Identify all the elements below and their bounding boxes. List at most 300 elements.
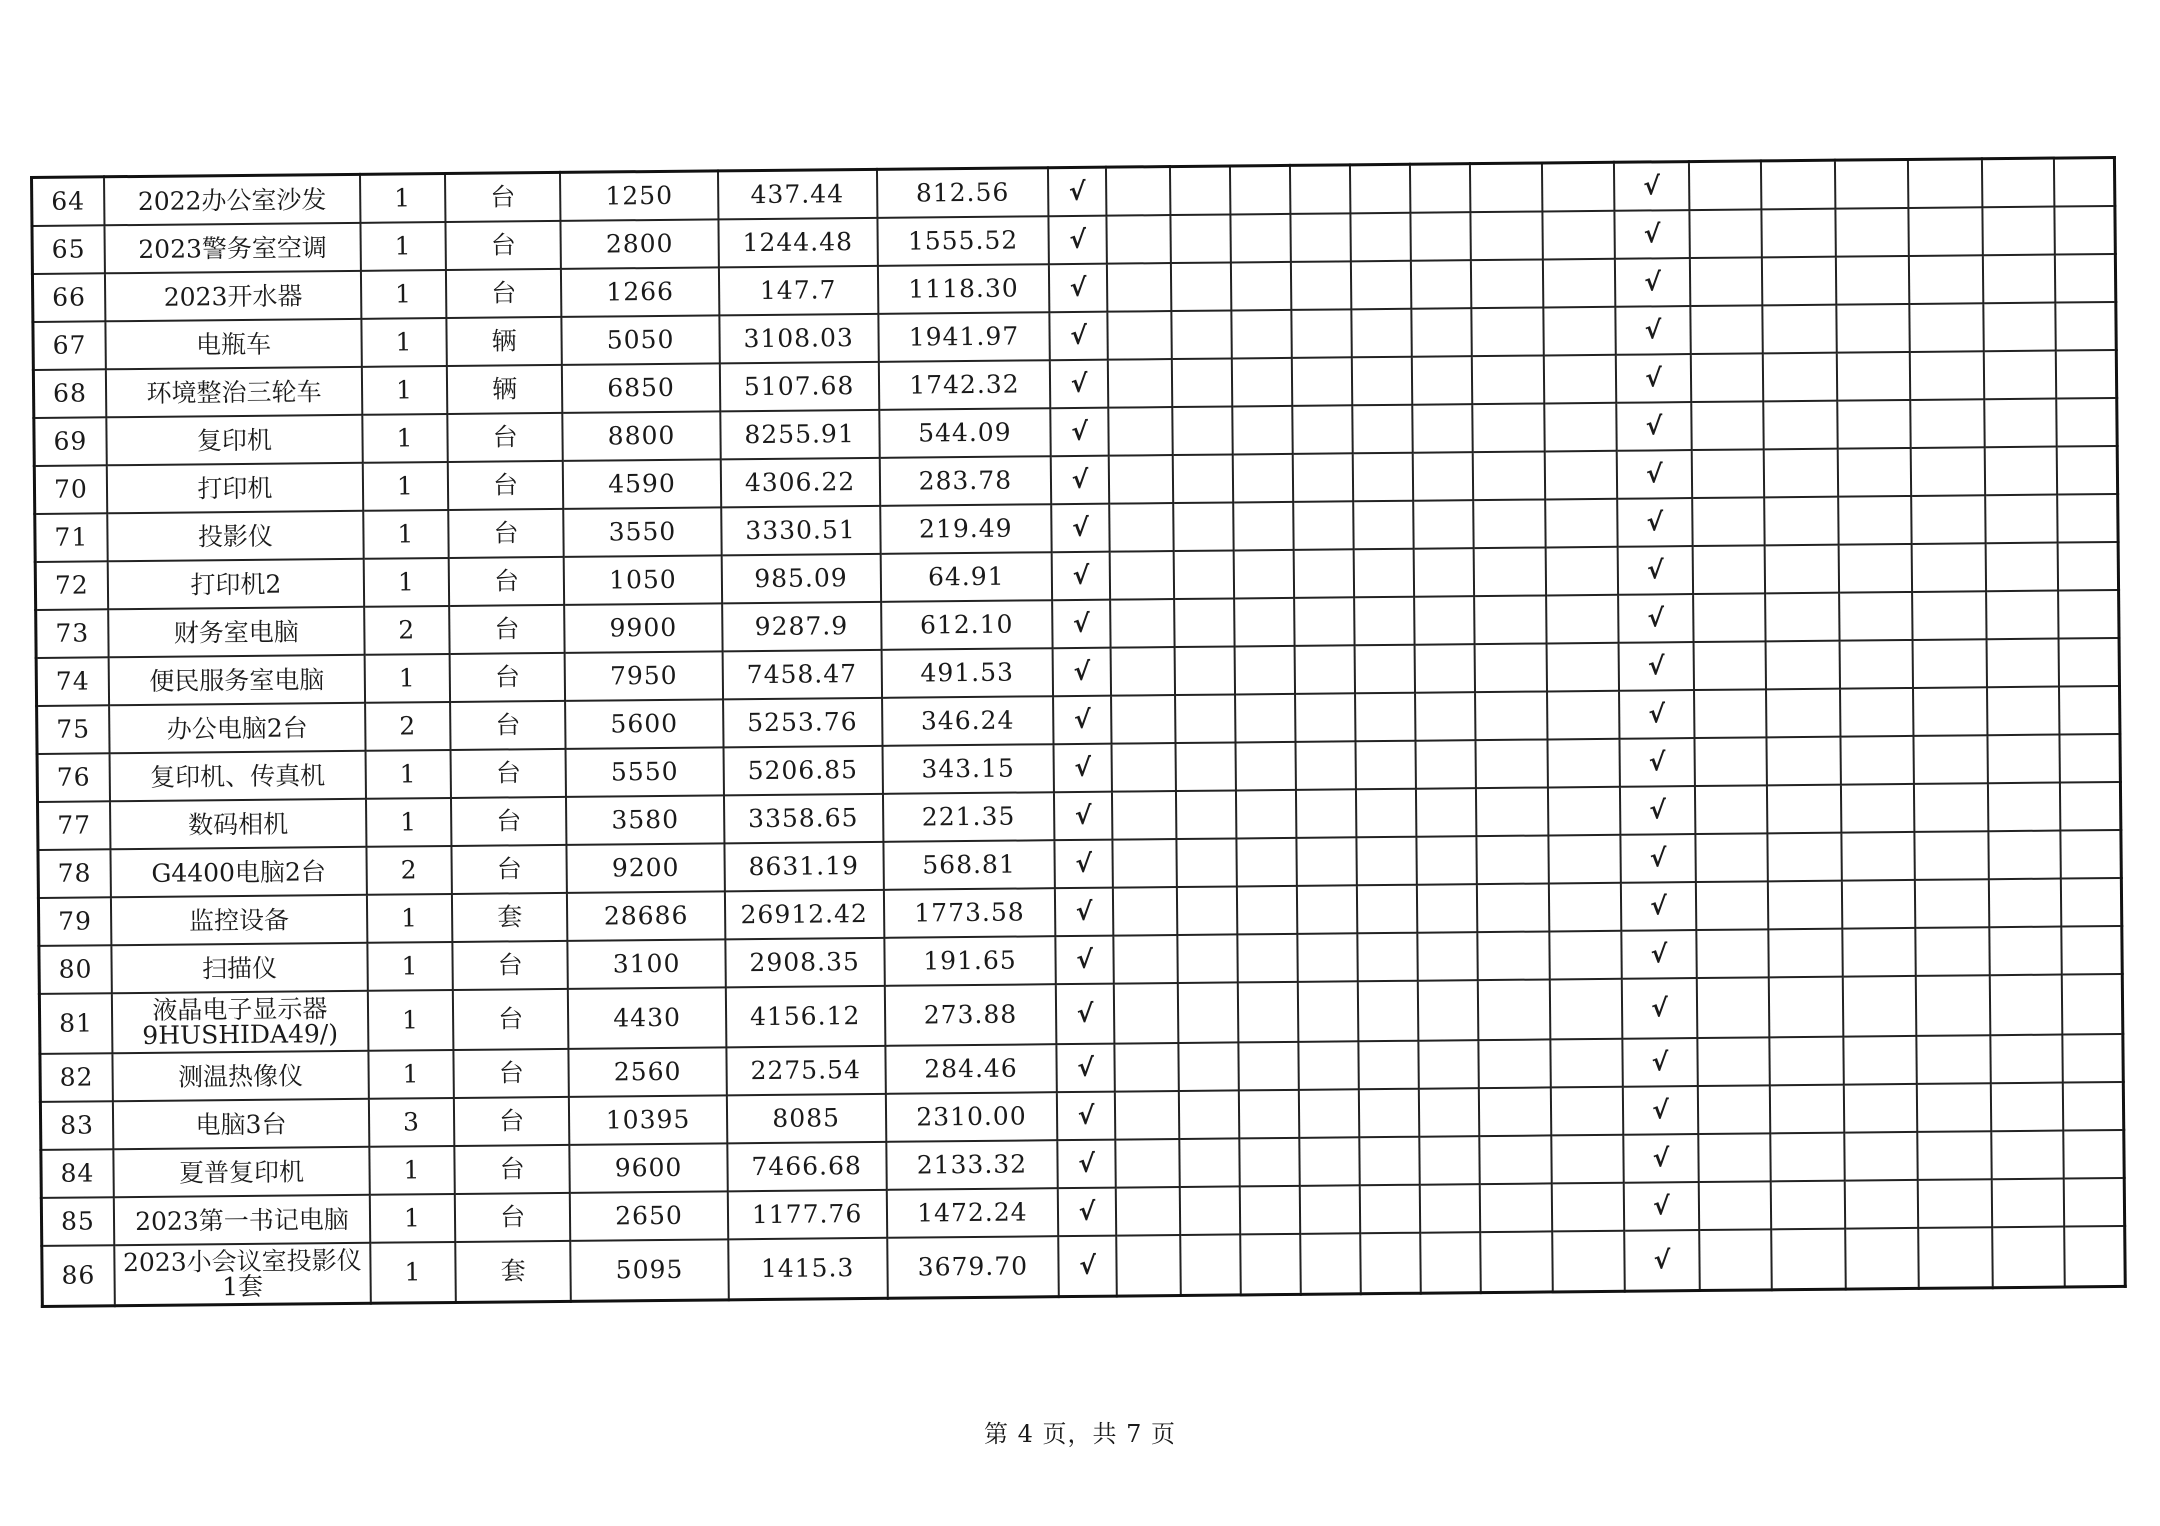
- check-mark-cell: √: [1624, 1134, 1699, 1183]
- blank-cell: [1230, 165, 1290, 214]
- blank-cell: [1414, 596, 1474, 645]
- depreciation-cell: 5107.68: [719, 362, 879, 412]
- blank-cell: [1236, 790, 1296, 839]
- blank-cell: [1294, 597, 1354, 646]
- blank-cell: [1232, 358, 1292, 407]
- asset-name-cell: 便民服务室电脑: [108, 655, 365, 705]
- net-value-cell: 346.24: [882, 696, 1054, 746]
- original-value-cell: 2560: [569, 1047, 727, 1097]
- blank-cell: [1291, 261, 1351, 310]
- check-mark-cell: √: [1617, 402, 1692, 451]
- quantity-cell: 1: [367, 894, 452, 943]
- blank-cell: [1768, 881, 1843, 930]
- check-mark-cell: √: [1050, 312, 1108, 361]
- blank-cell: [1471, 307, 1544, 356]
- blank-cell: [1175, 646, 1235, 695]
- blank-cell: [1113, 935, 1178, 984]
- blank-cell: [1176, 838, 1236, 887]
- row-number-cell: 82: [40, 1053, 113, 1102]
- blank-cell: [1240, 1234, 1300, 1295]
- blank-cell: [1418, 980, 1478, 1041]
- unit-cell: 台: [454, 1145, 570, 1194]
- original-value-cell: 9600: [570, 1143, 728, 1193]
- row-number-cell: 79: [38, 897, 111, 946]
- net-value-cell: 1742.32: [878, 360, 1050, 410]
- blank-cell: [2060, 782, 2121, 831]
- blank-cell: [1180, 1234, 1240, 1295]
- check-mark-cell: √: [1048, 167, 1106, 216]
- blank-cell: [1477, 883, 1550, 932]
- blank-cell: [1769, 1037, 1844, 1086]
- check-mark-cell: √: [1617, 498, 1692, 547]
- depreciation-cell: 9287.9: [722, 602, 882, 652]
- quantity-cell: 2: [367, 846, 452, 895]
- blank-cell: [1472, 403, 1545, 452]
- blank-cell: [1294, 549, 1354, 598]
- blank-cell: [1691, 401, 1764, 450]
- blank-cell: [1909, 255, 1984, 304]
- quantity-cell: 2: [365, 702, 450, 751]
- blank-cell: [1115, 1091, 1180, 1140]
- blank-cell: [1762, 305, 1837, 354]
- blank-cell: [1918, 1227, 1993, 1288]
- depreciation-cell: 1177.76: [727, 1190, 887, 1240]
- asset-name-cell: 电脑3台: [113, 1099, 370, 1149]
- unit-cell: 辆: [447, 365, 563, 414]
- blank-cell: [1417, 932, 1477, 981]
- blank-cell: [1291, 309, 1351, 358]
- blank-cell: [1913, 687, 1988, 736]
- check-mark-cell: √: [1618, 594, 1693, 643]
- net-value-cell: 219.49: [880, 504, 1052, 554]
- blank-cell: [1292, 405, 1352, 454]
- blank-cell: [1915, 879, 1990, 928]
- blank-cell: [1109, 455, 1174, 504]
- check-mark-cell: √: [1617, 450, 1692, 499]
- blank-cell: [1297, 885, 1357, 934]
- row-number-cell: 69: [34, 417, 107, 466]
- check-mark-cell: √: [1053, 696, 1111, 745]
- blank-cell: [1909, 351, 1984, 400]
- blank-cell: [1173, 454, 1233, 503]
- check-mark-cell: √: [1619, 642, 1694, 691]
- blank-cell: [1415, 692, 1475, 741]
- blank-cell: [1910, 399, 1985, 448]
- blank-cell: [1477, 931, 1550, 980]
- blank-cell: [1110, 599, 1175, 648]
- unit-cell: 套: [452, 893, 568, 942]
- asset-name-cell: 打印机: [107, 463, 364, 513]
- check-mark-cell: √: [1057, 1092, 1115, 1141]
- blank-cell: [1913, 735, 1988, 784]
- quantity-cell: 1: [369, 1146, 454, 1195]
- blank-cell: [1360, 1233, 1420, 1294]
- unit-cell: 辆: [446, 317, 562, 366]
- blank-cell: [1989, 879, 2062, 928]
- blank-cell: [1989, 927, 2062, 976]
- row-number-cell: 75: [37, 705, 110, 754]
- net-value-cell: 273.88: [884, 984, 1056, 1046]
- blank-cell: [1544, 355, 1617, 404]
- blank-cell: [2065, 1226, 2126, 1287]
- quantity-cell: 1: [361, 222, 446, 271]
- blank-cell: [1911, 495, 1986, 544]
- blank-cell: [1356, 837, 1416, 886]
- blank-cell: [2056, 302, 2117, 351]
- asset-name-cell: 办公电脑2台: [109, 703, 366, 753]
- blank-cell: [1172, 358, 1232, 407]
- blank-cell: [1176, 790, 1236, 839]
- quantity-cell: 1: [368, 990, 453, 1051]
- unit-cell: 台: [448, 557, 564, 606]
- blank-cell: [1696, 977, 1769, 1038]
- check-mark-cell: √: [1052, 552, 1110, 601]
- depreciation-cell: 4156.12: [725, 986, 885, 1048]
- depreciation-cell: 5206.85: [723, 746, 883, 796]
- original-value-cell: 5600: [566, 699, 724, 749]
- blank-cell: [2057, 446, 2118, 495]
- unit-cell: 台: [446, 269, 562, 318]
- blank-cell: [1353, 453, 1413, 502]
- blank-cell: [2064, 1130, 2125, 1179]
- blank-cell: [1839, 496, 1912, 545]
- check-mark-cell: √: [1623, 1038, 1698, 1087]
- blank-cell: [1766, 737, 1841, 786]
- blank-cell: [1177, 886, 1237, 935]
- check-mark-cell: √: [1621, 882, 1696, 931]
- blank-cell: [1112, 791, 1177, 840]
- blank-cell: [1232, 406, 1292, 455]
- blank-cell: [1298, 1041, 1358, 1090]
- blank-cell: [1836, 208, 1909, 257]
- original-value-cell: 28686: [567, 891, 725, 941]
- blank-cell: [1106, 215, 1171, 264]
- blank-cell: [1106, 167, 1171, 216]
- blank-cell: [1479, 1183, 1552, 1232]
- blank-cell: [2054, 157, 2115, 206]
- quantity-cell: 1: [362, 366, 447, 415]
- check-mark-cell: √: [1053, 648, 1111, 697]
- blank-cell: [1359, 1089, 1419, 1138]
- original-value-cell: 1250: [560, 171, 718, 221]
- blank-cell: [1417, 884, 1477, 933]
- row-number-cell: 86: [42, 1245, 115, 1306]
- depreciation-cell: 7466.68: [727, 1142, 887, 1192]
- blank-cell: [1840, 688, 1913, 737]
- blank-cell: [1298, 981, 1358, 1042]
- blank-cell: [1478, 1039, 1551, 1088]
- blank-cell: [1112, 839, 1177, 888]
- depreciation-cell: 8255.91: [720, 410, 880, 460]
- row-number-cell: 76: [37, 753, 110, 802]
- blank-cell: [1107, 263, 1172, 312]
- blank-cell: [1479, 1135, 1552, 1184]
- asset-name-cell: 打印机2: [108, 559, 365, 609]
- blank-cell: [1988, 735, 2061, 784]
- blank-cell: [1837, 352, 1910, 401]
- blank-cell: [1767, 785, 1842, 834]
- blank-cell: [1170, 166, 1230, 215]
- blank-cell: [2058, 590, 2119, 639]
- check-mark-cell: √: [1616, 306, 1691, 355]
- row-number-cell: 73: [36, 609, 109, 658]
- blank-cell: [1178, 1042, 1238, 1091]
- quantity-cell: 1: [364, 558, 449, 607]
- blank-cell: [1412, 452, 1472, 501]
- blank-cell: [1551, 1087, 1624, 1136]
- asset-name-cell: 监控设备: [111, 895, 368, 945]
- blank-cell: [1300, 1185, 1360, 1234]
- blank-cell: [1982, 158, 2055, 207]
- blank-cell: [1548, 787, 1621, 836]
- check-mark-cell: √: [1616, 354, 1691, 403]
- row-number-cell: 66: [32, 273, 105, 322]
- original-value-cell: 10395: [569, 1095, 727, 1145]
- asset-name-cell: 2023第一书记电脑: [114, 1195, 371, 1245]
- blank-cell: [1696, 929, 1769, 978]
- check-mark-cell: √: [1050, 360, 1108, 409]
- blank-cell: [1411, 308, 1471, 357]
- row-number-cell: 80: [39, 945, 112, 994]
- blank-cell: [1236, 838, 1296, 887]
- blank-cell: [1237, 886, 1297, 935]
- net-value-cell: 191.65: [884, 936, 1056, 986]
- blank-cell: [1179, 1138, 1239, 1187]
- original-value-cell: 9200: [567, 843, 725, 893]
- check-mark-cell: √: [1049, 264, 1107, 313]
- blank-cell: [1416, 836, 1476, 885]
- depreciation-cell: 1415.3: [728, 1238, 888, 1300]
- net-value-cell: 1555.52: [877, 216, 1049, 266]
- blank-cell: [1410, 164, 1470, 213]
- quantity-cell: 1: [360, 174, 445, 223]
- check-mark-cell: √: [1619, 690, 1694, 739]
- quantity-cell: 1: [361, 270, 446, 319]
- unit-cell: 台: [445, 221, 561, 270]
- depreciation-cell: 8631.19: [724, 842, 884, 892]
- row-number-cell: 81: [39, 993, 112, 1054]
- blank-cell: [1770, 1085, 1845, 1134]
- blank-cell: [1234, 598, 1294, 647]
- blank-cell: [1293, 501, 1353, 550]
- depreciation-cell: 5253.76: [723, 698, 883, 748]
- blank-cell: [1180, 1186, 1240, 1235]
- blank-cell: [2059, 686, 2120, 735]
- quantity-cell: 2: [364, 606, 449, 655]
- check-mark-cell: √: [1057, 1140, 1115, 1189]
- blank-cell: [1550, 979, 1623, 1040]
- asset-table: [30, 156, 2127, 1308]
- blank-cell: [1838, 448, 1911, 497]
- blank-cell: [1693, 641, 1766, 690]
- blank-cell: [1550, 1039, 1623, 1088]
- blank-cell: [1841, 736, 1914, 785]
- asset-name-cell: 电瓶车: [105, 319, 362, 369]
- check-mark-cell: √: [1615, 210, 1690, 259]
- blank-cell: [1690, 353, 1763, 402]
- quantity-cell: 1: [370, 1242, 455, 1303]
- blank-cell: [1695, 785, 1768, 834]
- blank-cell: [1699, 1229, 1772, 1290]
- blank-cell: [1116, 1235, 1181, 1296]
- unit-cell: 台: [451, 797, 567, 846]
- check-mark-cell: √: [1622, 978, 1697, 1039]
- blank-cell: [1692, 545, 1765, 594]
- original-value-cell: 2800: [561, 219, 719, 269]
- check-mark-cell: √: [1056, 936, 1114, 985]
- blank-cell: [1233, 502, 1293, 551]
- blank-cell: [1237, 934, 1297, 983]
- blank-cell: [1697, 1037, 1770, 1086]
- blank-cell: [1473, 547, 1546, 596]
- blank-cell: [1108, 359, 1173, 408]
- blank-cell: [1990, 1035, 2063, 1084]
- unit-cell: 台: [454, 1097, 570, 1146]
- blank-cell: [1991, 1131, 2064, 1180]
- blank-cell: [1108, 407, 1173, 456]
- blank-cell: [2060, 734, 2121, 783]
- blank-cell: [1290, 165, 1350, 214]
- blank-cell: [1293, 453, 1353, 502]
- blank-cell: [1916, 1035, 1991, 1084]
- original-value-cell: 9900: [565, 603, 723, 653]
- blank-cell: [1475, 739, 1548, 788]
- blank-cell: [1230, 214, 1290, 263]
- blank-cell: [1546, 595, 1619, 644]
- blank-cell: [1845, 1180, 1918, 1229]
- blank-cell: [1354, 597, 1414, 646]
- blank-cell: [1689, 161, 1762, 210]
- blank-cell: [1843, 928, 1916, 977]
- asset-name-cell: 2023警务室空调: [104, 223, 361, 273]
- check-mark-cell: √: [1622, 930, 1697, 979]
- unit-cell: 台: [448, 509, 564, 558]
- row-number-cell: 77: [38, 801, 111, 850]
- page-number: 第 4 页，共 7 页: [983, 1420, 1177, 1448]
- blank-cell: [1764, 497, 1839, 546]
- blank-cell: [1986, 543, 2059, 592]
- blank-cell: [1351, 261, 1411, 310]
- blank-cell: [1914, 783, 1989, 832]
- original-value-cell: 5050: [562, 315, 720, 365]
- blank-cell: [1300, 1233, 1360, 1294]
- blank-cell: [1419, 1184, 1479, 1233]
- blank-cell: [1765, 593, 1840, 642]
- original-value-cell: 3580: [566, 795, 724, 845]
- quantity-cell: 1: [366, 798, 451, 847]
- row-number-cell: 70: [34, 465, 107, 514]
- row-number-cell: 85: [41, 1197, 114, 1246]
- blank-cell: [1352, 357, 1412, 406]
- blank-cell: [1910, 447, 1985, 496]
- blank-cell: [1358, 981, 1418, 1042]
- asset-name-cell: 财务室电脑: [108, 607, 365, 657]
- blank-cell: [1990, 975, 2063, 1036]
- blank-cell: [1552, 1231, 1625, 1292]
- blank-cell: [1839, 592, 1912, 641]
- net-value-cell: 343.15: [882, 744, 1054, 794]
- blank-cell: [2062, 926, 2123, 975]
- original-value-cell: 5550: [566, 747, 724, 797]
- blank-cell: [1172, 406, 1232, 455]
- check-mark-cell: √: [1058, 1236, 1116, 1297]
- blank-cell: [1470, 211, 1543, 260]
- depreciation-cell: 8085: [726, 1094, 886, 1144]
- check-mark-cell: √: [1050, 408, 1108, 457]
- blank-cell: [1419, 1136, 1479, 1185]
- depreciation-cell: 2908.35: [725, 938, 885, 988]
- depreciation-cell: 26912.42: [724, 890, 884, 940]
- blank-cell: [1986, 591, 2059, 640]
- blank-cell: [1547, 691, 1620, 740]
- blank-cell: [1179, 1090, 1239, 1139]
- net-value-cell: 612.10: [881, 600, 1053, 650]
- blank-cell: [1547, 643, 1620, 692]
- row-number-cell: 78: [38, 849, 111, 898]
- quantity-cell: 1: [362, 414, 447, 463]
- depreciation-cell: 3358.65: [724, 794, 884, 844]
- check-mark-cell: √: [1620, 786, 1695, 835]
- quantity-cell: 1: [368, 1050, 453, 1099]
- blank-cell: [2062, 974, 2123, 1035]
- blank-cell: [1174, 598, 1234, 647]
- blank-cell: [1415, 740, 1475, 789]
- blank-cell: [1835, 159, 1908, 208]
- row-number-cell: 71: [35, 513, 108, 562]
- row-number-cell: 65: [32, 225, 105, 274]
- blank-cell: [1763, 401, 1838, 450]
- blank-cell: [1235, 646, 1295, 695]
- blank-cell: [1552, 1183, 1625, 1232]
- depreciation-cell: 147.7: [718, 266, 878, 316]
- check-mark-cell: √: [1057, 1044, 1115, 1093]
- asset-name-cell: 复印机: [106, 415, 363, 465]
- quantity-cell: 1: [370, 1194, 455, 1243]
- blank-cell: [1352, 405, 1412, 454]
- check-mark-cell: √: [1051, 456, 1109, 505]
- original-value-cell: 1050: [564, 555, 722, 605]
- original-value-cell: 6850: [562, 363, 720, 413]
- blank-cell: [1694, 737, 1767, 786]
- quantity-cell: 1: [366, 750, 451, 799]
- blank-cell: [1233, 454, 1293, 503]
- net-value-cell: 1773.58: [884, 888, 1056, 938]
- blank-cell: [1766, 689, 1841, 738]
- asset-table-container: [30, 156, 2127, 1308]
- blank-cell: [1984, 351, 2057, 400]
- blank-cell: [1299, 1137, 1359, 1186]
- check-mark-cell: √: [1624, 1230, 1699, 1291]
- depreciation-cell: 985.09: [721, 554, 881, 604]
- check-mark-cell: √: [1054, 792, 1112, 841]
- asset-name-cell: 数码相机: [110, 799, 367, 849]
- check-mark-cell: √: [1615, 258, 1690, 307]
- blank-cell: [1841, 784, 1914, 833]
- blank-cell: [1476, 835, 1549, 884]
- blank-cell: [1175, 694, 1235, 743]
- blank-cell: [1698, 1181, 1771, 1230]
- blank-cell: [1842, 832, 1915, 881]
- blank-cell: [1761, 209, 1836, 258]
- blank-cell: [1350, 213, 1410, 262]
- net-value-cell: 491.53: [881, 648, 1053, 698]
- blank-cell: [1478, 1087, 1551, 1136]
- blank-cell: [1416, 788, 1476, 837]
- asset-name-cell: 夏普复印机: [113, 1147, 370, 1197]
- blank-cell: [1410, 212, 1470, 261]
- blank-cell: [1354, 645, 1414, 694]
- blank-cell: [1418, 1040, 1478, 1089]
